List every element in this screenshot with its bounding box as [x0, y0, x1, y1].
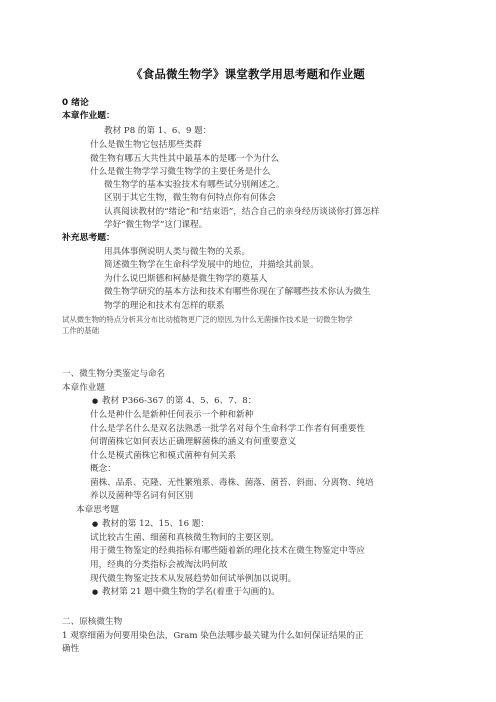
s1-hw-item: 概念：	[90, 464, 116, 474]
s0-supp-item: 简述微生物学在生命科学发展中的地位，并描绘其前景。	[104, 260, 319, 270]
bullet-icon: ●	[92, 588, 99, 596]
section-0-homework-label: 本章作业题：	[62, 111, 115, 121]
s1-hw-intro: 教材 P366-367 的第 4、5、6、7、8：	[102, 396, 257, 406]
s0-hw-item: 什么是微生物学学习微生物学的主要任务是什么	[90, 167, 271, 177]
s1-think-item: 试比较古生菌、细菌和真核微生物间的主要区别。	[90, 533, 280, 543]
section-0-heading: 0 绪论	[62, 98, 89, 108]
s0-note-line: 工作的基础	[62, 326, 99, 335]
s1-hw-item: 菌株、品系、克隆、无性繁殖系、毒株、菌落、菌苔、斜面、分离物、纯培	[90, 478, 374, 488]
s0-supp-item: 物学的理论和技术有怎样的联系	[104, 301, 225, 311]
s1-think-item: 用，经典的分类指标会被淘汰吗何故	[90, 560, 228, 570]
s0-note-line: 试从微生物的特点分析其分布比动植物更广泛的原因,为什么无菌操作技术是一切微生物学	[62, 315, 353, 324]
section-1-think-label: 本章思考题	[76, 505, 119, 515]
s0-supp-item: 用具体事例说明人类与微生物的关系。	[104, 247, 251, 257]
bullet-icon: ●	[92, 520, 99, 528]
s1-think-item: 用于微生物鉴定的经典指标有哪些随着新的理化技术在微生物鉴定中等应	[90, 546, 366, 556]
section-1-homework-label: 本章作业题	[62, 383, 105, 393]
section-1-heading: 一、微生物分类鉴定与命名	[62, 369, 166, 379]
s0-hw-item: 微生物学的基本实验技术有哪些试分别阐述之。	[104, 180, 285, 190]
s2-q1-line: 1 观察细菌为何要用染色法，Gram 染色法哪步最关键为什么如何保证结果的正	[62, 631, 364, 641]
s0-hw-item: 认真阅读教材的“绪论”和“结束语”，结合自己的亲身经历谈谈你打算怎样	[104, 207, 380, 217]
s0-hw-item: 什么是微生物它包括那些类群	[90, 140, 202, 150]
s1-think-item: 现代微生物鉴定技术从发展趋势如何试举例加以说明。	[90, 574, 297, 584]
s1-hw-item: 什么是种什么是新种任何表示一个种和新种	[90, 410, 254, 420]
s1-think-intro: 教材的第 12、15、16 题：	[102, 519, 210, 529]
section-2-heading: 二、原核微生物	[62, 617, 123, 627]
bullet-icon: ●	[92, 397, 99, 405]
s0-supp-item: 微生物学研究的基本方法和技术有哪些你现在了解哪些技术你认为微生	[104, 287, 371, 297]
s1-hw-item: 何谓菌株它如何表达正确理解菌株的涵义有何重要意义	[90, 437, 297, 447]
s0-hw-item: 学好“微生物学”这门课程。	[104, 220, 208, 230]
s0-supp-item: 为什么说巴斯德和柯赫是微生物学的奠基人	[104, 274, 268, 284]
s0-hw-item: 微生物有哪五大共性其中最基本的是哪一个为什么	[90, 154, 280, 164]
s2-q1-line: 确性	[62, 644, 80, 654]
s0-hw-item: 区别于其它生物，微生物有何特点你有何体会	[104, 193, 276, 203]
s1-hw-item: 养以及菌种等名词有何区别	[90, 491, 194, 501]
s1-last-bullet: 教材第 21 题中微生物的学名(着重于勾画的)。	[102, 587, 280, 597]
s0-hw-item: 教材 P8 的第 1、6、9 题：	[104, 126, 212, 136]
section-0-supplement-label: 补充思考题：	[62, 233, 115, 243]
s1-hw-item: 什么是学名什么是双名法熟悉一批学名对每个生命科学工作者有何重要性	[90, 424, 366, 434]
s1-hw-item: 什么是模式菌株它和模式菌种有何关系	[90, 451, 237, 461]
document-title: 《食品微生物学》课堂教学用思考题和作业题	[131, 67, 365, 81]
